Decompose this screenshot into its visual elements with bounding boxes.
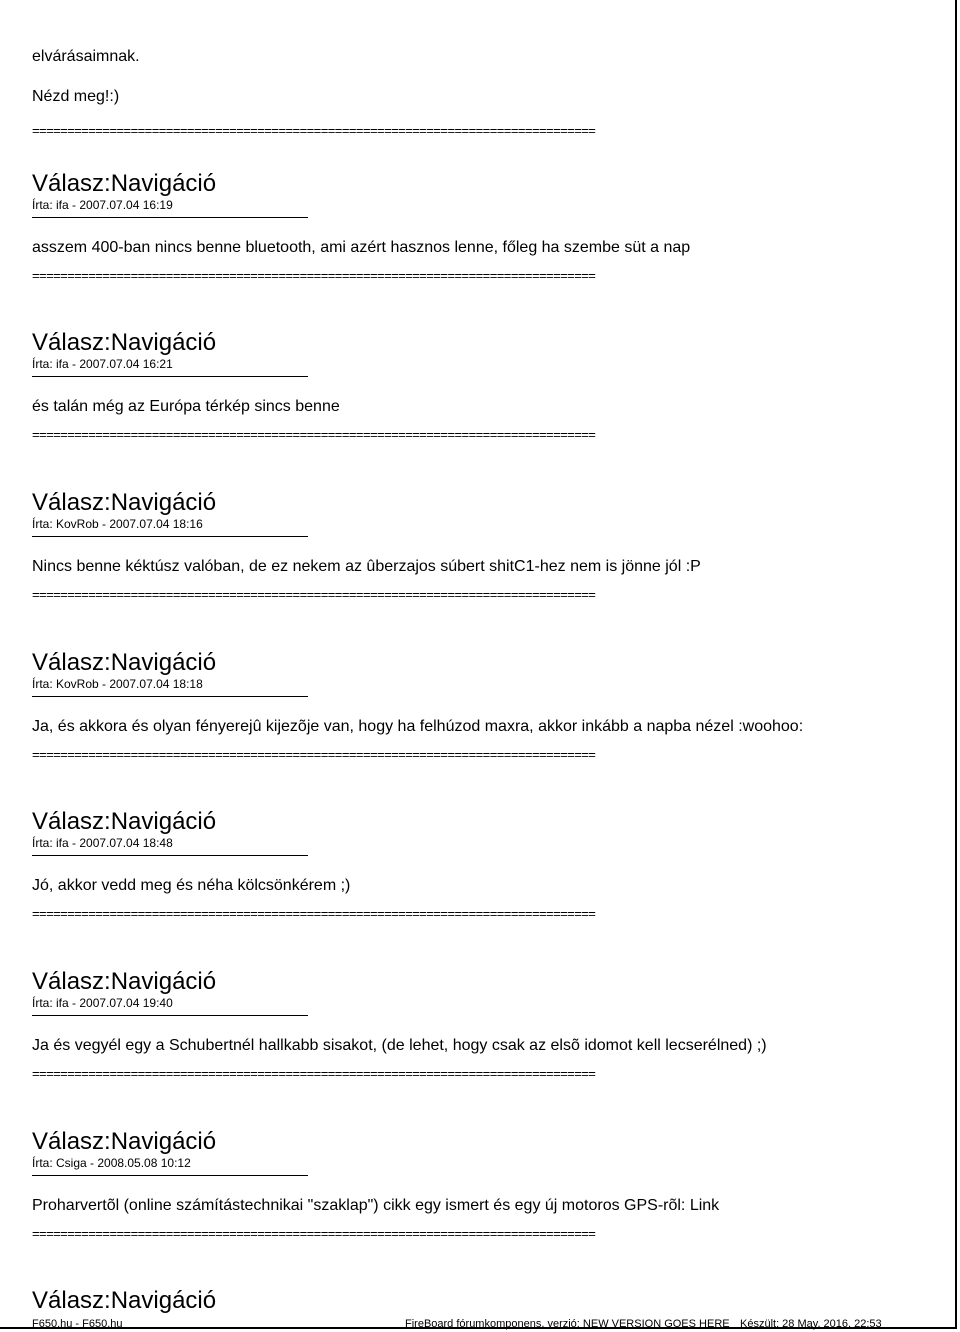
separator: ================================================================================ [32, 747, 596, 762]
separator: ================================================================================ [32, 587, 596, 602]
footer-site: F650.hu - F650.hu [32, 1318, 123, 1330]
post-body: Nincs benne kéktúsz valóban, de ez nekem az ûberzajos súbert shitC1-hez nem is jönne jól :P [32, 558, 701, 575]
post-title: Válasz:Navigáció [32, 1128, 217, 1155]
post-meta: Írta: ifa - 2007.07.04 16:21 [32, 357, 173, 371]
forum-post [32, 808, 932, 921]
post-divider [32, 536, 308, 537]
post-meta: Írta: ifa - 2007.07.04 18:48 [32, 836, 173, 850]
post-title: Válasz:Navigáció [32, 329, 217, 356]
forum-post [32, 170, 932, 283]
post-divider [32, 1015, 308, 1016]
post-divider [32, 696, 308, 697]
post-divider [32, 376, 308, 377]
post-body: Proharvertõl (online számítástechnikai "szaklap") cikk egy ismert és egy új motoros GPS-rõl: Link [32, 1197, 720, 1214]
separator: ================================================================================ [32, 123, 596, 138]
forum-post [32, 649, 932, 762]
post-body: Jó, akkor vedd meg és néha kölcsönkérem ;) [32, 877, 351, 894]
separator: ================================================================================ [32, 1066, 596, 1081]
page-footer [32, 1318, 922, 1330]
forum-post [32, 968, 932, 1081]
post-body: és talán még az Európa térkép sincs benne [32, 398, 340, 415]
post-body: Ja és vegyél egy a Schubertnél hallkabb sisakot, (de lehet, hogy csak az elsõ idomot kell lecserélned) ;) [32, 1037, 767, 1054]
post-divider [32, 855, 308, 856]
intro-text-line: Nézd meg!:) [32, 88, 120, 105]
post-body: Ja, és akkora és olyan fényerejû kijezõje van, hogy ha felhúzod maxra, akkor inkább a napba nézel :woohoo: [32, 718, 804, 735]
post-meta: Írta: Csiga - 2008.05.08 10:12 [32, 1156, 191, 1170]
post-meta: Írta: KovRob - 2007.07.04 18:18 [32, 677, 203, 691]
separator: ================================================================================ [32, 427, 596, 442]
intro-text-line: elvárásaimnak. [32, 48, 140, 65]
post-meta: Írta: ifa - 2007.07.04 16:19 [32, 198, 173, 212]
post-meta: Írta: ifa - 2007.07.04 19:40 [32, 996, 173, 1010]
forum-post [32, 489, 932, 602]
separator: ================================================================================ [32, 1226, 596, 1241]
post-meta: Írta: KovRob - 2007.07.04 18:16 [32, 517, 203, 531]
footer-generated: Készült: 28 May, 2016, 22:53 [740, 1318, 882, 1330]
post-title: Válasz:Navigáció [32, 808, 217, 835]
forum-post [32, 1128, 932, 1241]
post-divider [32, 1175, 308, 1176]
forum-post [32, 329, 932, 442]
post-title: Válasz:Navigáció [32, 649, 217, 676]
post-title: Válasz:Navigáció [32, 170, 217, 197]
separator: ================================================================================ [32, 906, 596, 921]
post-body: asszem 400-ban nincs benne bluetooth, ami azért hasznos lenne, főleg ha szembe süt a nap [32, 239, 691, 256]
post-divider [32, 217, 308, 218]
footer-component: FireBoard fórumkomponens, verzió: NEW VERSION GOES HERE [405, 1318, 730, 1330]
post-title: Válasz:Navigáció [32, 489, 217, 516]
separator: ================================================================================ [32, 268, 596, 283]
post-title: Válasz:Navigáció [32, 1287, 217, 1314]
post-title: Válasz:Navigáció [32, 968, 217, 995]
